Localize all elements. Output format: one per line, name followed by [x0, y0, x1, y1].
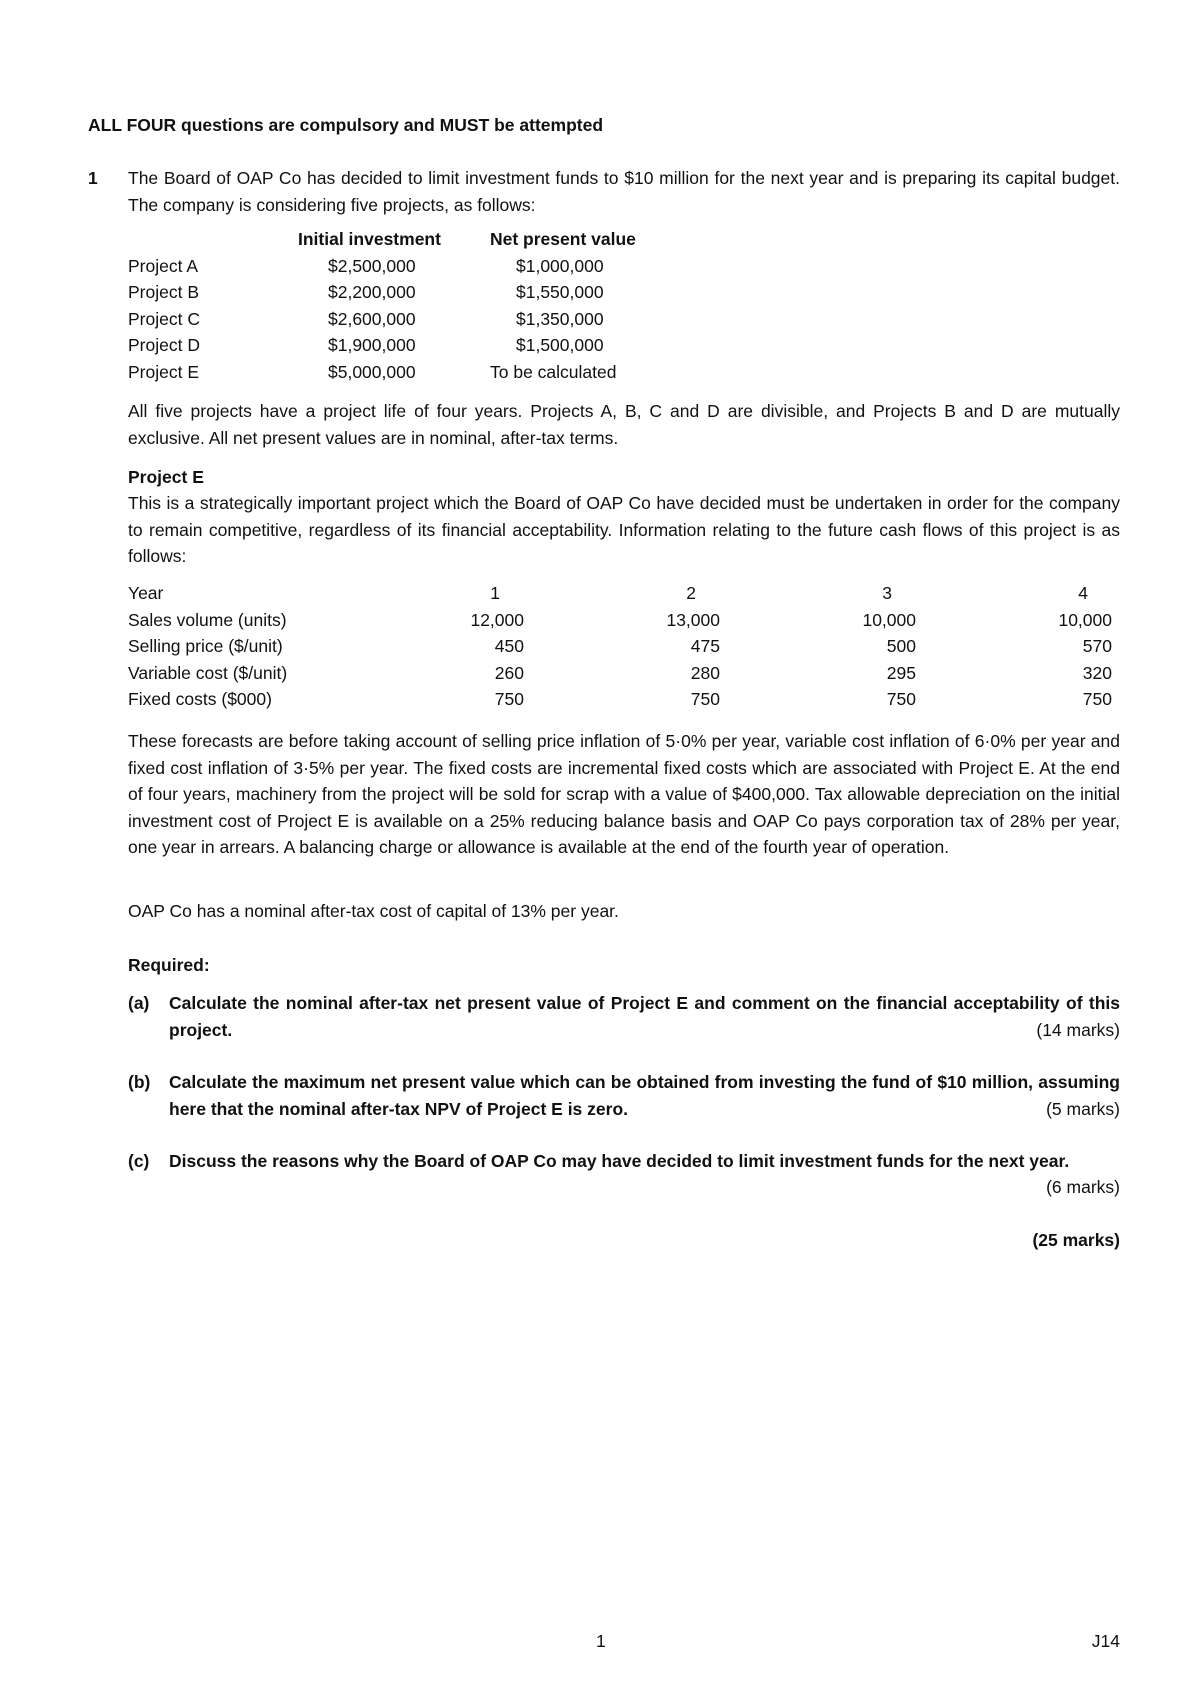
table-row: [128, 253, 666, 280]
cell-value: 10,000: [1058, 609, 1112, 630]
cell-value: 10,000: [862, 609, 916, 630]
table-row: [128, 279, 666, 306]
row-label: Selling price ($/unit): [128, 636, 283, 656]
table-row: [128, 686, 1112, 713]
cell-value: 295: [886, 662, 916, 683]
cash-flow-col-header: 3: [882, 583, 892, 603]
requirement-label: (b): [128, 1072, 151, 1092]
initial-investment: $2,200,000: [328, 282, 416, 302]
project-name: Project D: [128, 335, 200, 355]
net-present-value: $1,000,000: [516, 255, 604, 276]
projects-table-header: [128, 226, 666, 253]
initial-investment: $1,900,000: [328, 335, 416, 355]
cell-value: 570: [1082, 636, 1112, 656]
cell-value: 12,000: [470, 609, 524, 630]
table-row: [128, 660, 1112, 687]
project-e-text: This is a strategically important project which the Board of OAP Co have decided must be undertaken in order for the company to remain competitive, regardless of its financial acceptability. Information relating to the future cash flows of this project is as follows:: [128, 493, 1120, 566]
cell-value: 750: [1082, 689, 1112, 709]
projects-col-header: [128, 226, 298, 253]
requirement-marks: (6 marks): [1046, 1177, 1120, 1197]
required-label: Required:: [128, 955, 210, 975]
cost-of-capital-paragraph: [128, 898, 1120, 925]
initial-investment: $2,600,000: [328, 308, 416, 329]
initial-investment: $5,000,000: [328, 361, 416, 382]
cell-value: 280: [690, 662, 720, 683]
total-marks: (25 marks): [1032, 1230, 1120, 1250]
projects-paragraph: [128, 398, 1120, 451]
cell-value: 500: [886, 636, 916, 656]
page-number: 1: [596, 1631, 606, 1651]
row-label: Fixed costs ($000): [128, 689, 272, 709]
requirement-text: [169, 1148, 1120, 1175]
table-row: [128, 633, 1112, 660]
net-present-value: To be calculated: [490, 361, 617, 382]
cash-flow-header: [128, 580, 1112, 607]
cash-flow-col-header: Year: [128, 583, 164, 603]
requirement-text-content: Discuss the reasons why the Board of OAP Co may have decided to limit investment funds for the next year.: [169, 1151, 1070, 1171]
requirement-marks: (5 marks): [1046, 1098, 1120, 1119]
requirement-marks: (14 marks): [1036, 1019, 1120, 1040]
cash-flow-col-header: 2: [686, 583, 696, 603]
projects-col-header: Net present value: [490, 229, 636, 249]
net-present-value: $1,500,000: [516, 335, 604, 355]
requirement-a: [128, 990, 1120, 1046]
requirement-text: [169, 990, 1120, 1043]
requirement-label: (c): [128, 1151, 150, 1171]
projects-text: All five projects have a project life of four years. Projects A, B, C and D are divisible, and Projects B and D are mutually exclusive. All net present values are in nominal, after-tax terms.: [128, 401, 1120, 448]
forecasts-text: These forecasts are before taking account of selling price inflation of 5·0% per year, variable cost inflation of 6·0% per year and fixed cost inflation of 3·5% per year. The fixed costs are incremental fixed costs which are associated with Project E. At the end of four years, machinery from the project will be sold for scrap with a value of $400,000. Tax allowable depreciation on the initial investment cost of Project E is available on a 25% reducing balance basis and OAP Co pays corporation tax of 28% per year, one year in arrears. A balancing charge or allowance is available at the end of the fourth year of operation.: [128, 731, 1120, 857]
net-present-value: $1,550,000: [516, 282, 604, 302]
project-name: Project A: [128, 255, 199, 276]
cell-value: 475: [690, 636, 720, 656]
table-row: [128, 306, 666, 333]
requirement-b: [128, 1069, 1120, 1125]
cell-value: 750: [494, 689, 524, 709]
forecasts-paragraph: [128, 728, 1120, 861]
project-e-paragraph: [128, 490, 1120, 570]
cell-value: 320: [1082, 662, 1112, 683]
cash-flow-col-header: 4: [1078, 583, 1088, 603]
project-name: Project B: [128, 282, 199, 302]
requirement-label: (a): [128, 993, 150, 1013]
table-row: [128, 332, 666, 359]
table-row: [128, 359, 666, 386]
row-label: Sales volume (units): [128, 609, 287, 630]
cell-value: 750: [886, 689, 916, 709]
initial-investment: $2,500,000: [328, 255, 416, 276]
projects-col-header: Initial investment: [298, 229, 441, 249]
cost-of-capital-text: OAP Co has a nominal after-tax cost of capital of 13% per year.: [128, 901, 619, 921]
projects-table: [128, 226, 666, 385]
intro-text: The Board of OAP Co has decided to limit investment funds to $10 million for the next year and is preparing its capital budget. The company is considering five projects, as follows:: [128, 168, 1120, 215]
intro-paragraph: [128, 165, 1120, 218]
requirement-c: [128, 1148, 1120, 1204]
requirement-text: [169, 1069, 1120, 1122]
table-row: [128, 607, 1112, 634]
instructions-heading: ALL FOUR questions are compulsory and MUST be attempted: [88, 115, 604, 135]
cell-value: 13,000: [666, 609, 720, 630]
project-e-heading: Project E: [128, 467, 204, 487]
cash-flow-table: [128, 580, 1112, 713]
cell-value: 260: [494, 662, 524, 683]
row-label: Variable cost ($/unit): [128, 662, 288, 683]
net-present-value: $1,350,000: [516, 308, 604, 329]
cash-flow-col-header: 1: [490, 583, 500, 603]
project-name: Project E: [128, 361, 199, 382]
question-number: 1: [88, 168, 98, 188]
requirement-text-content: Calculate the nominal after-tax net present value of Project E and comment on the financial acceptability of this project.: [169, 993, 1120, 1040]
exam-code: J14: [1091, 1631, 1120, 1651]
cell-value: 750: [690, 689, 720, 709]
cell-value: 450: [494, 636, 524, 656]
requirement-text-content: Calculate the maximum net present value which can be obtained from investing the fund of $10 million, assuming here that the nominal after-tax NPV of Project E is zero.: [169, 1072, 1120, 1119]
project-name: Project C: [128, 308, 200, 329]
